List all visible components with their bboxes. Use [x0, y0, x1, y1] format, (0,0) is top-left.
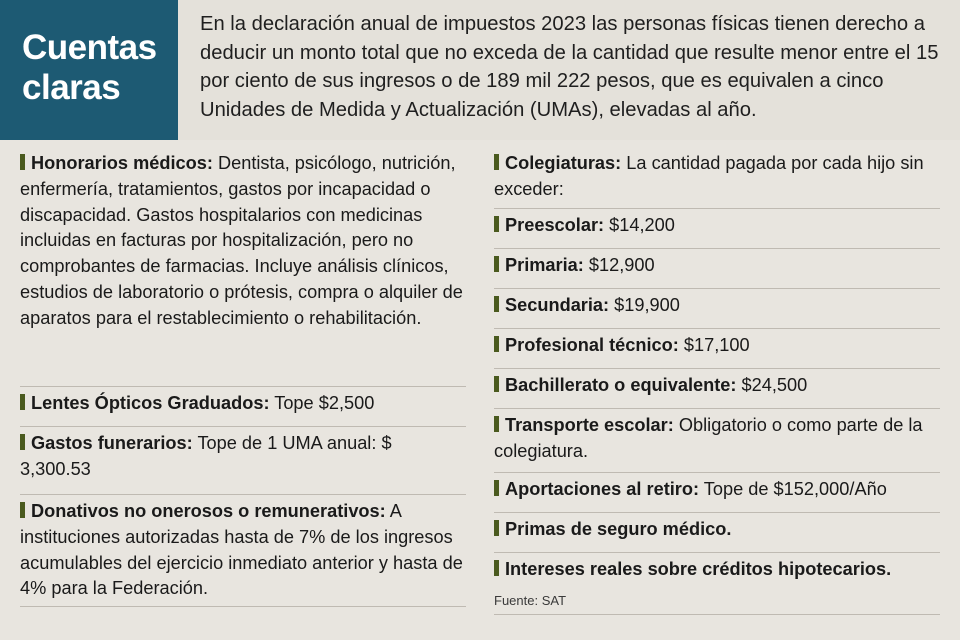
left-column: [20, 147, 466, 607]
list-item-aportaciones: [494, 473, 940, 513]
bullet-marker-icon: [494, 560, 499, 576]
bullet-marker-icon: [20, 502, 25, 518]
item-text: Tope de 1 UMA anual: $ 3,300.53: [20, 433, 392, 479]
bullet-marker-icon: [494, 216, 499, 232]
header: [0, 0, 960, 140]
item-label: Primaria:: [505, 255, 584, 275]
item-label: Secundaria:: [505, 295, 610, 315]
list-item-preescolar: [494, 209, 940, 249]
bullet-marker-icon: [494, 376, 499, 392]
item-label: Aportaciones al retiro:: [505, 479, 700, 499]
list-item-transporte: [494, 409, 940, 473]
bullet-marker-icon: [494, 154, 499, 170]
list-item-donativos: [20, 495, 466, 607]
item-text: $12,900: [583, 255, 655, 275]
list-item-bachillerato: [494, 369, 940, 409]
bullet-marker-icon: [494, 520, 499, 536]
list-item-funerarios: [20, 427, 466, 495]
item-label: Intereses reales sobre créditos hipotecarios.: [505, 559, 892, 579]
bullet-marker-icon: [20, 394, 25, 410]
list-item-secundaria: [494, 289, 940, 329]
item-label: Profesional técnico:: [505, 335, 679, 355]
title-line-1: Cuentas: [22, 28, 157, 67]
list-item-lentes: [20, 387, 466, 427]
item-label: Gastos funerarios:: [31, 433, 193, 453]
list-item-honorarios: [20, 147, 466, 387]
item-text: Tope $2,500: [269, 393, 375, 413]
right-column: [494, 147, 940, 615]
item-text: La cantidad pagada por cada hijo sin exceder:: [494, 153, 924, 199]
intro-text: En la declaración anual de impuestos 2023 las personas físicas tienen derecho a deducir un monto total que no exceda de la cantidad que resulte menor entre el 15 por ciento de sus ingresos o de 189 mil 222 pesos, que es equivalen a cinco Unidades de Medida y Actualización (UMAs), elevadas al año.: [200, 13, 939, 121]
bullet-marker-icon: [494, 256, 499, 272]
list-item-profesional-tecnico: [494, 329, 940, 369]
title-line-2: claras: [22, 68, 121, 107]
item-text: Obligatorio o como parte de la colegiatura.: [494, 415, 923, 461]
item-label: Colegiaturas:: [505, 153, 622, 173]
item-label: Transporte escolar:: [505, 415, 674, 435]
item-label: Primas de seguro médico.: [505, 519, 732, 539]
item-text: $17,100: [678, 335, 750, 355]
list-item-primas: [494, 513, 940, 553]
item-label: Donativos no onerosos o remunerativos:: [31, 501, 386, 521]
item-text: $19,900: [609, 295, 680, 315]
item-label: Lentes Ópticos Graduados:: [31, 393, 270, 413]
item-label: Honorarios médicos:: [31, 153, 213, 173]
item-text: Dentista, psicólogo, nutrición, enfermería, tratamientos, gastos por incapacidad o discapacidad. Gastos hospitalarios con medicinas incluidas en facturas por hospitalización, pero no comprobantes de farmacias. Incluye análisis clínicos, estudios de laboratorio o prótesis, compra o alquiler de aparatos para el restablecimiento o rehabilitación.: [20, 153, 463, 328]
list-item-primaria: [494, 249, 940, 289]
list-item-colegiaturas: [494, 147, 940, 209]
bullet-marker-icon: [494, 480, 499, 496]
item-text: A instituciones autorizadas hasta de 7% de los ingresos acumulables del ejercicio inmediato anterior y hasta de 4% para la Federación.: [20, 501, 463, 599]
list-item-intereses: [494, 553, 940, 587]
title-box: [0, 0, 178, 140]
item-text: $24,500: [736, 375, 808, 395]
bullet-marker-icon: [20, 434, 25, 450]
item-label: Preescolar:: [505, 215, 605, 235]
bullet-marker-icon: [20, 154, 25, 170]
item-text: Tope de $152,000/Año: [699, 479, 887, 499]
item-text: $14,200: [604, 215, 675, 235]
bullet-marker-icon: [494, 296, 499, 312]
source-note: Fuente: SAT: [494, 587, 940, 615]
bullet-marker-icon: [494, 336, 499, 352]
bullet-marker-icon: [494, 416, 499, 432]
item-label: Bachillerato o equivalente:: [505, 375, 737, 395]
